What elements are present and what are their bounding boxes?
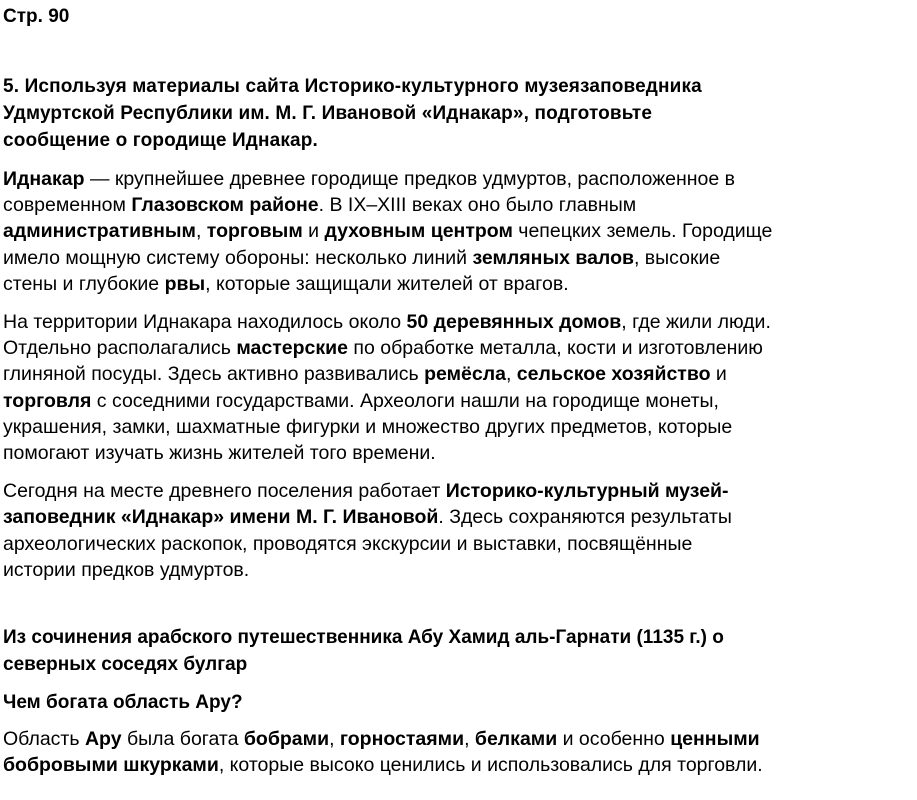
text-span: по обработке металла, кости и изготовлению [347, 337, 763, 360]
text-line [3, 504, 917, 530]
text-line [3, 192, 917, 218]
page-number: Стр. 90 [3, 6, 70, 27]
text-span: , которые высоко ценились и использовались для торговли. [218, 754, 763, 777]
question-heading: Чем богата область Ару? [3, 692, 243, 714]
term-squirrels: белками [474, 728, 558, 751]
text-line [3, 271, 917, 297]
term-museum-name-part1: Историко-культурный музей- [445, 480, 729, 503]
text-span: была богата [121, 728, 244, 751]
text-span: . В IX–XIII веках оно было главным [318, 194, 637, 217]
text-span: и [302, 220, 325, 243]
text-span: имело мощную систему обороны: несколько линий [3, 246, 473, 269]
term-spiritual-center: духовным центром [324, 220, 513, 243]
text-span: глиняной посуды. Здесь активно развивались [3, 363, 425, 386]
text-span: . Здесь сохраняются результаты [438, 506, 732, 529]
section-heading [3, 624, 917, 678]
text-span: , [464, 728, 475, 751]
text-span: — крупнейшее древнее городище предков удмуртов, расположенное в [84, 168, 735, 190]
task-line: 5. Используя материалы сайта Историко-культурного музеязаповедника [3, 76, 702, 97]
term-glazov-district: Глазовском районе [131, 194, 319, 217]
term-aru: Ару [84, 728, 122, 751]
text-span: современном [3, 194, 132, 217]
text-line [3, 388, 917, 414]
term-workshops: мастерские [236, 337, 348, 360]
term-beaver-pelts: бобровыми шкурками [3, 754, 219, 777]
text-span: , [329, 728, 340, 751]
text-span: , где жили люди. [621, 311, 771, 334]
text-line [3, 309, 917, 335]
term-ermines: горностаями [339, 728, 465, 751]
text-span: , [195, 220, 207, 243]
text-span: и [710, 363, 727, 386]
text-line: истории предков удмуртов. [3, 558, 250, 581]
text-line [3, 752, 917, 778]
term-moats: рвы [164, 272, 206, 295]
text-span: На территории Иднакара находилось около [3, 311, 407, 334]
text-line [3, 218, 917, 244]
term-idnakar: Иднакар [3, 168, 85, 190]
section-heading-line: Из сочинения арабского путешественника Абу Хамид аль-Гарнати (1135 г.) о [3, 627, 724, 649]
paragraph-idnakar-overview [3, 166, 917, 297]
text-line [3, 245, 917, 271]
text-span: , [505, 363, 517, 386]
term-administrative: административным [3, 220, 196, 243]
task-line: сообщение о городище Иднакар. [3, 130, 318, 151]
task-heading [3, 73, 917, 154]
task-line: Удмуртской Республики им. М. Г. Ивановой «Иднакар», подготовьте [3, 103, 653, 124]
text-line [3, 726, 917, 752]
text-span: и особенно [557, 728, 671, 751]
text-line [3, 361, 917, 387]
term-earthen-ramparts: земляных валов [472, 246, 634, 269]
text-span: , высокие [633, 246, 721, 269]
term-agriculture: сельское хозяйство [516, 363, 711, 386]
term-trading: торговля [3, 389, 92, 412]
term-trade: торговым [206, 220, 303, 243]
term-crafts: ремёсла [424, 363, 506, 386]
text-span: Сегодня на месте древнего поселения работает [3, 480, 446, 503]
text-line [3, 335, 917, 361]
term-museum-name-part2: заповедник «Иднакар» имени М. Г. Ивановой [3, 506, 439, 529]
section-heading-line: северных соседях булгар [3, 654, 248, 676]
text-span: с соседними государствами. Археологи нашли на городище монеты, [91, 389, 719, 412]
text-span: чепецких земель. Городище [512, 220, 773, 243]
paragraph-idnakar-life [3, 309, 917, 466]
text-line: украшения, замки, шахматные фигурки и множество других предметов, которые [3, 415, 733, 438]
text-span: Область [3, 728, 85, 751]
answer-paragraph [3, 726, 917, 778]
text-span: Отдельно располагались [3, 337, 237, 360]
term-valuable: ценными [670, 728, 760, 751]
text-line: археологических раскопок, проводятся экскурсии и выставки, посвящённые [3, 532, 693, 555]
text-span: стены и глубокие [3, 272, 165, 295]
text-line: помогают изучать жизнь жителей того времени. [3, 442, 436, 465]
text-span: , которые защищали жителей от врагов. [205, 272, 569, 295]
text-line [3, 166, 917, 192]
term-wooden-houses: 50 деревянных домов [406, 311, 622, 334]
term-beavers: бобрами [243, 728, 330, 751]
paragraph-museum [3, 478, 917, 583]
text-line [3, 478, 917, 504]
